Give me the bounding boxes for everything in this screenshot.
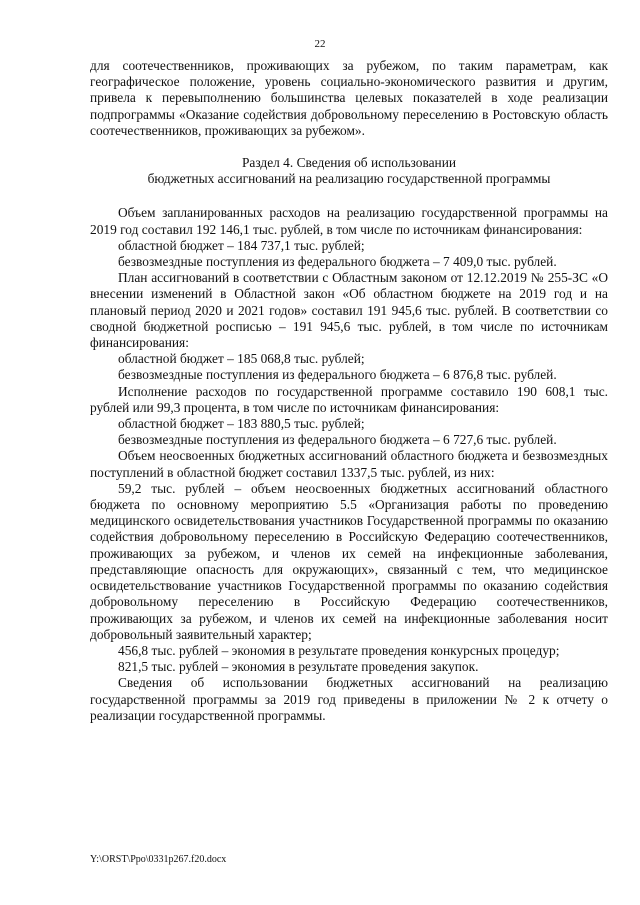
unspent-total-paragraph: Объем неосвоенных бюджетных ассигнований областного бюджета и безвозмездных поступлений в областной бюджет составил 1337,5 тыс. рублей, из них: [90, 448, 608, 480]
section-heading [90, 155, 608, 187]
document-body [90, 58, 608, 724]
planned-regional-line: областной бюджет – 184 737,1 тыс. рублей; [118, 237, 365, 253]
appendix-note-paragraph: Сведения об использовании бюджетных ассигнований на реализацию государственной программы за 2019 год приведены в приложении № 2 к отчету о реализации государственной программы. [90, 675, 608, 723]
planned-federal-line: безвозмездные поступления из федерального бюджета – 7 409,0 тыс. рублей. [118, 254, 557, 270]
unspent-456-line: 456,8 тыс. рублей – экономия в результате проведения конкурсных процедур; [118, 642, 560, 658]
page-number: 22 [314, 38, 326, 50]
assign-regional-line: областной бюджет – 185 068,8 тыс. рублей; [118, 351, 365, 367]
execution-paragraph: Исполнение расходов по государственной программе составило 190 608,1 тыс. рублей или 99,3 процента, в том числе по источникам финансирования: [90, 383, 608, 415]
unspent-59-paragraph: 59,2 тыс. рублей – объем неосвоенных бюджетных ассигнований областного бюджета по основному мероприятию 5.5 «Организация работы по проведению медицинского освидетельствования участников Государственной программы по оказанию содействия добровольному переселению в Российскую Федерацию соотечественников, проживающих за рубежом, и членов их семей на инфекционные заболевания, представляющие опасность для окружающих», связанный с тем, что медицинское освидетельствование участников Государственной программы по оказанию содействия добровольному переселению в Российскую Федерацию соотечественников, проживающих за рубежом, и членов их семей на инфекционные заболевания носит добровольный заявительный характер; [90, 480, 608, 642]
unspent-821-line: 821,5 тыс. рублей – экономия в результате проведения закупок. [118, 659, 479, 675]
section-heading-line-1: Раздел 4. Сведения об использовании [241, 155, 457, 171]
planned-volume-paragraph: Объем запланированных расходов на реализацию государственной программы на 2019 год составил 192 146,1 тыс. рублей, в том числе по источникам финансирования: [90, 205, 608, 237]
exec-federal-line: безвозмездные поступления из федерального бюджета – 6 727,6 тыс. рублей. [118, 432, 557, 448]
footer-file-path: Y:\ORST\Ppo\0331p267.f20.docx [90, 854, 227, 865]
assignments-plan-paragraph: План ассигнований в соответствии с Областным законом от 12.12.2019 № 255-ЗС «О внесении изменений в Областной закон «Об областном бюджете на 2019 год и на плановый период 2020 и 2021 годов» составил 191 945,6 тыс. рублей. В соответствии со сводной бюджетной росписью – 191 945,6 тыс. рублей, в том числе по источникам финансирования: [90, 270, 608, 351]
assign-federal-line: безвозмездные поступления из федерального бюджета – 6 876,8 тыс. рублей. [118, 367, 557, 383]
section-heading-line-2: бюджетных ассигнований на реализацию государственной программы [147, 171, 551, 187]
exec-regional-line: областной бюджет – 183 880,5 тыс. рублей; [118, 416, 365, 432]
intro-paragraph: для соотечественников, проживающих за рубежом, по таким параметрам, как географическое положение, уровень социально-экономического развития и другим, привела к перевыполнению большинства целевых показателей в ходе реализации подпрограммы «Оказание содействия добровольному переселению в Ростовскую область соотечественников, проживающих за рубежом». [90, 58, 608, 138]
